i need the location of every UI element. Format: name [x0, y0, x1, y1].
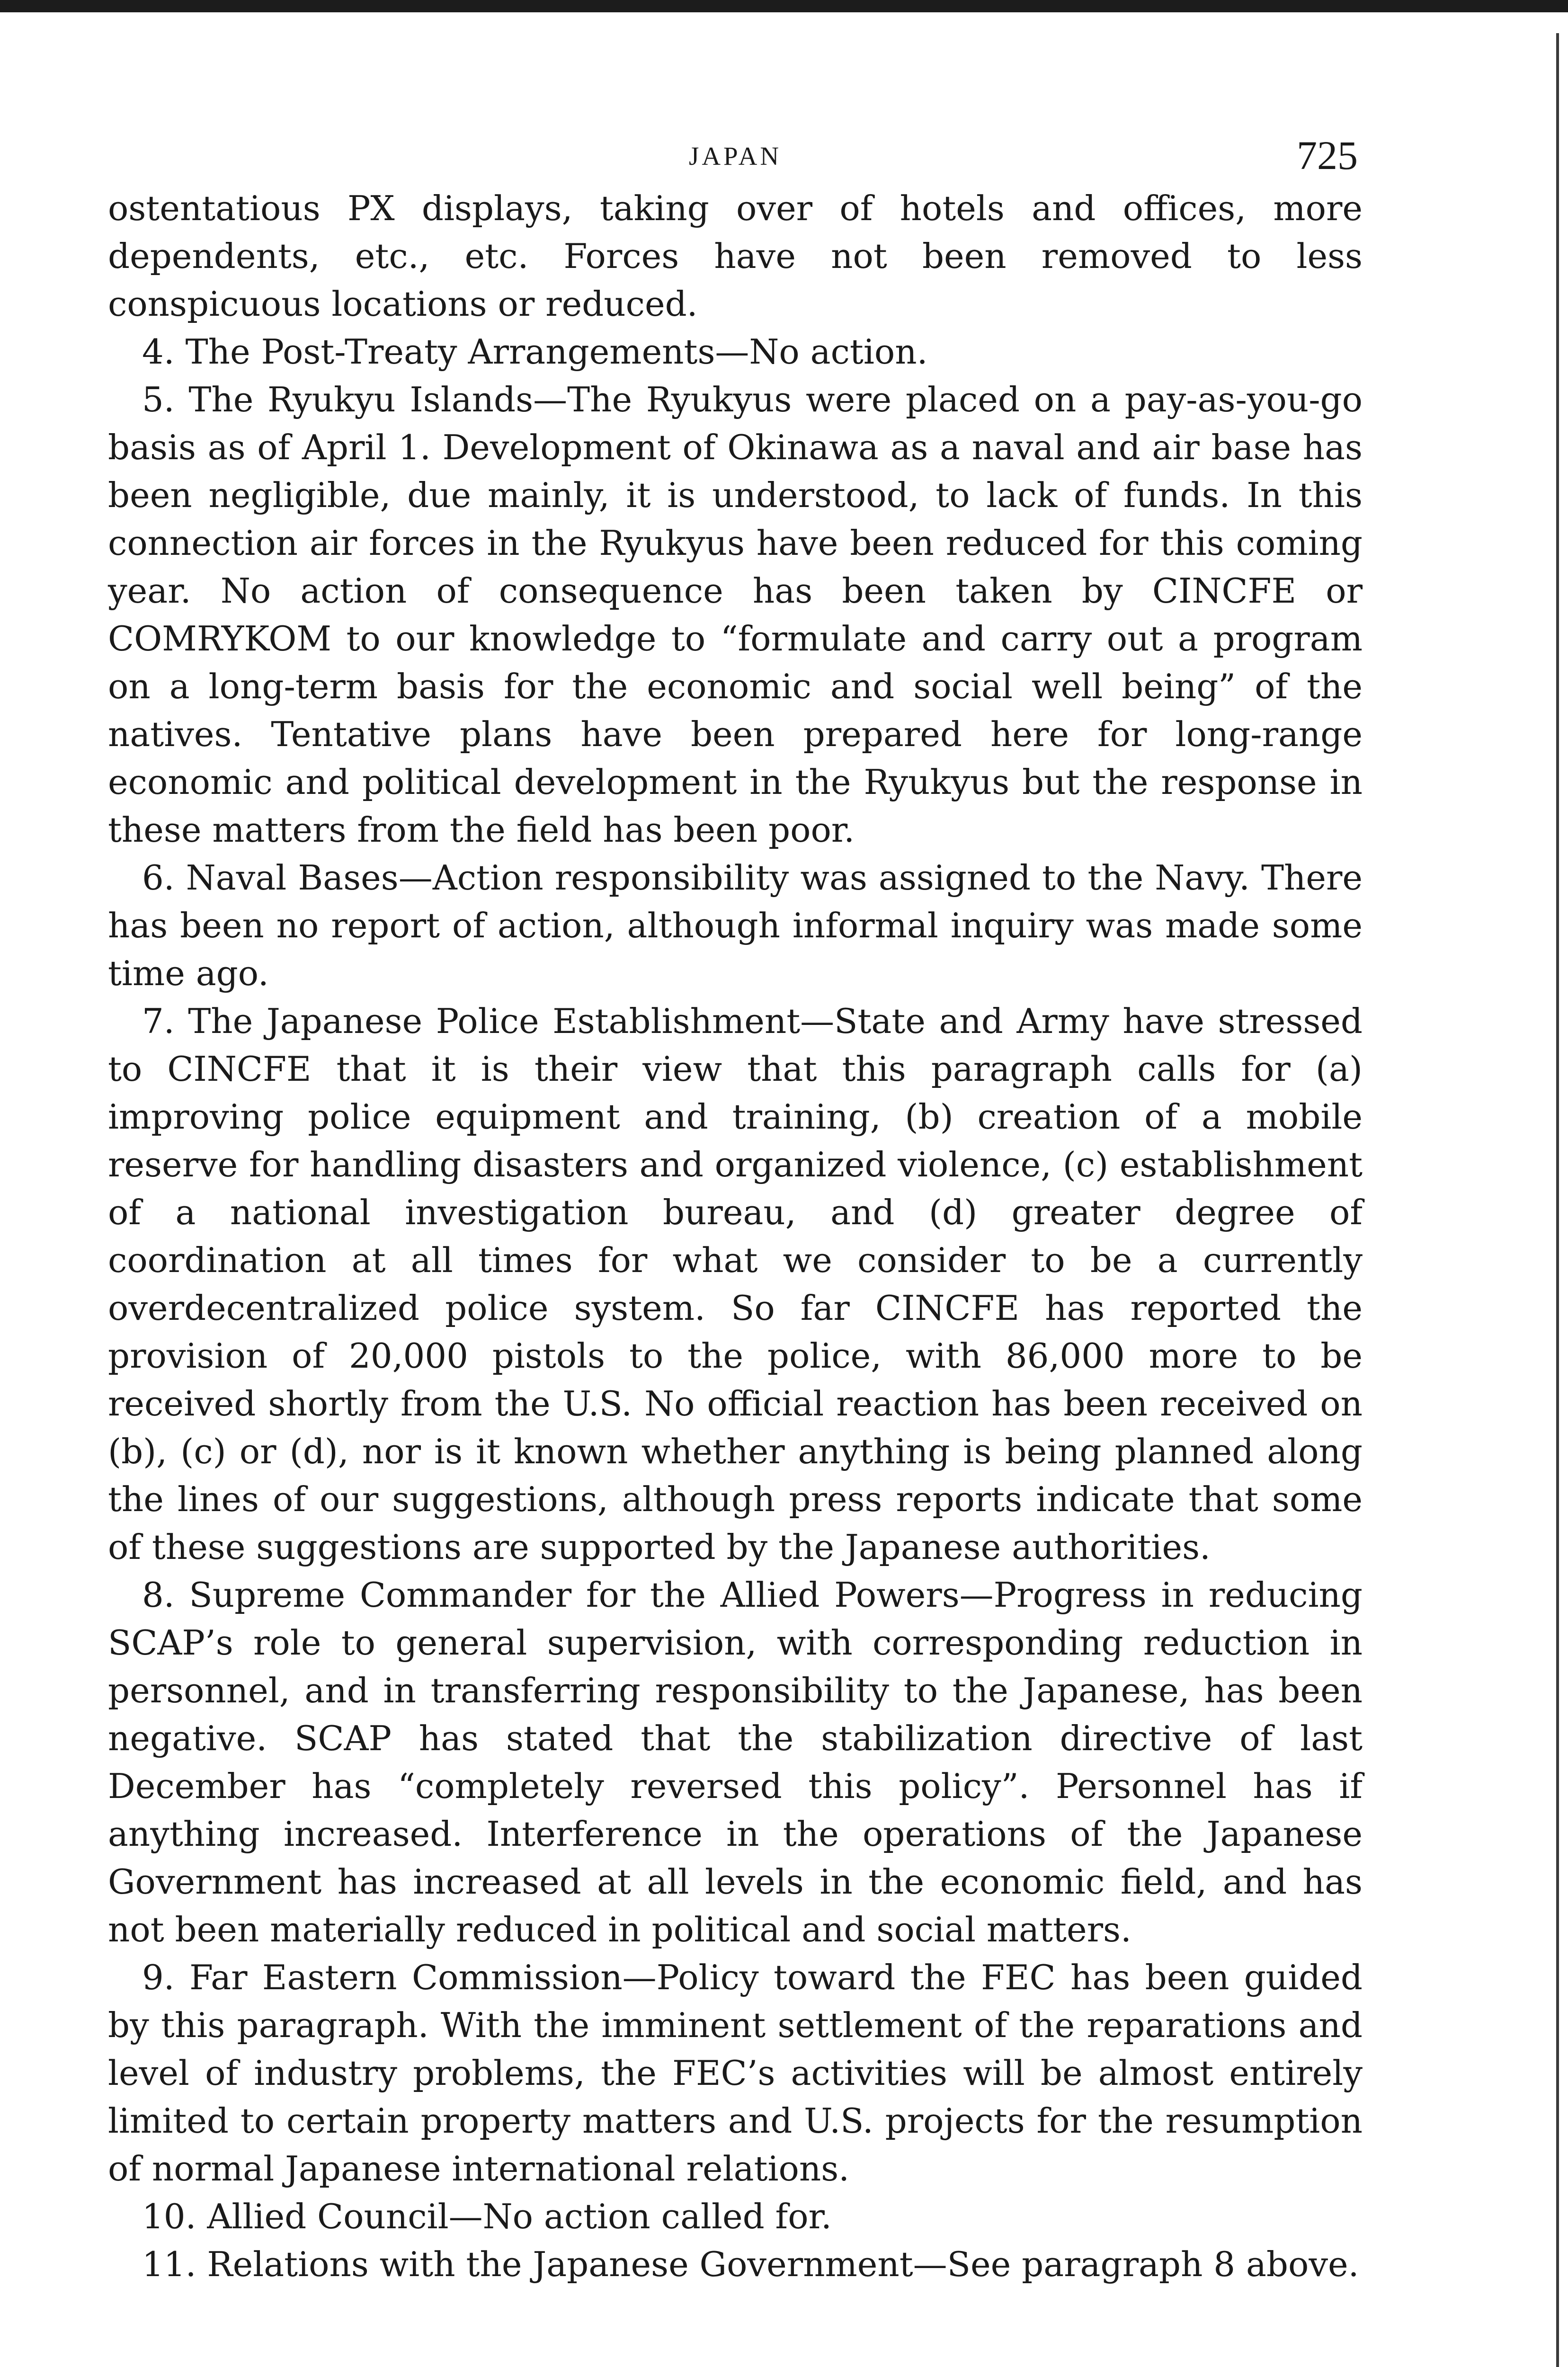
right-border-rule — [1556, 33, 1559, 2367]
page-number: 725 — [1297, 133, 1358, 178]
paragraph-continuation: ostentatious PX displays, taking over of hotels and offices, more dependents, etc., etc. Forces have not been removed to less conspicuous locations or reduced. — [108, 188, 1363, 324]
top-border-rule — [0, 0, 1568, 12]
running-title: JAPAN — [688, 142, 782, 170]
paragraph-5-ryukyu-islands: 5. The Ryukyu Islands—The Ryukyus were placed on a pay-as-you-go basis as of April 1. Development of Okinawa as a naval and air base has been negligible, due mainly, it is understood, to lack of funds. In this connection air forces in the Ryukyus have been reduced for this coming year. No action of consequence has been taken by CINCFE or COMRYKOM to our knowledge to “formulate and carry out a program on a long-term basis for the economic and social well being” of the natives. Tentative plans have been prepared here for long-range economic and political development in the Ryukyus but the response in these matters from the field has been poor. — [108, 380, 1363, 850]
paragraph-4-post-treaty: 4. The Post-Treaty Arrangements—No action. — [142, 332, 928, 372]
paragraph-7-police-establishment: 7. The Japanese Police Establishment—State and Army have stressed to CINCFE that it is their view that this paragraph calls for (a) improving police equipment and training, (b) creation of a mobile reserve for handling disasters and organized violence, (c) establishment of a national investigation bureau, and (d) greater degree of coordination at all times for what we consider to be a currently overdecentralized police system. So far CINCFE has reported the provision of 20,000 pistols to the police, with 86,000 more to be received shortly from the U.S. No official reaction has been received on (b), (c) or (d), nor is it known whether anything is being planned along the lines of our suggestions, although press reports indicate that some of these suggestions are supported by the Japanese authorities. — [108, 1001, 1363, 1567]
paragraph-9-far-eastern-commission: 9. Far Eastern Commission—Policy toward the FEC has been guided by this paragraph. With the imminent settlement of the reparations and level of industry problems, the FEC’s activities will be almost entirely limited to certain property matters and U.S. projects for the resumption of normal Japanese international relations. — [108, 1958, 1363, 2189]
paragraph-11-japanese-government: 11. Relations with the Japanese Government—See paragraph 8 above. — [142, 2244, 1359, 2284]
running-header — [108, 114, 1363, 185]
paragraph-6-naval-bases: 6. Naval Bases—Action responsibility was assigned to the Navy. There has been no report of action, although informal inquiry was made some time ago. — [108, 858, 1363, 993]
paragraph-10-allied-council: 10. Allied Council—No action called for. — [142, 2197, 832, 2236]
document-page — [108, 114, 1363, 2288]
paragraph-8-scap: 8. Supreme Commander for the Allied Powers—Progress in reducing SCAP’s role to general supervision, with corresponding reduction in personnel, and in transferring responsibility to the Japanese, has been negative. SCAP has stated that the stabilization directive of last December has “completely reversed this policy”. Personnel has if anything increased. Interference in the operations of the Japanese Government has increased at all levels in the economic field, and has not been materially reduced in political and social matters. — [108, 1575, 1363, 1949]
body-text — [108, 185, 1363, 2288]
